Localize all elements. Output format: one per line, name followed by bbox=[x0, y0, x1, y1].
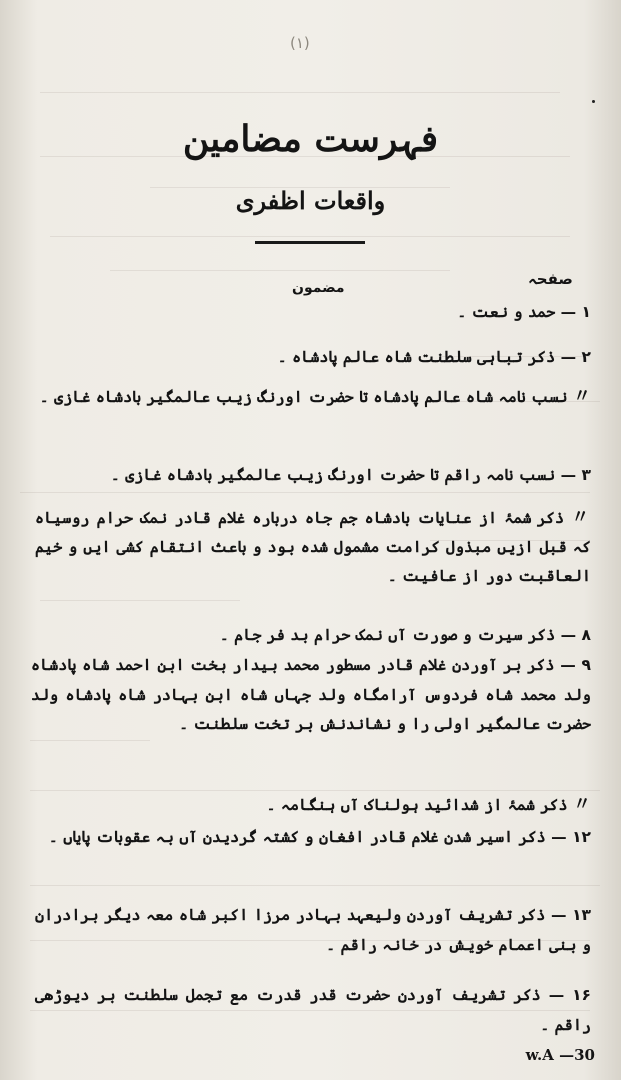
entry-number: ۲ — bbox=[560, 348, 591, 366]
page-subtitle: واقعات اظفری bbox=[235, 186, 386, 215]
entry-number: ۸ — bbox=[560, 626, 591, 644]
toc-entry bbox=[31, 342, 591, 372]
entry-text: حمد و نعت ۔ bbox=[457, 302, 556, 321]
ink-dot bbox=[592, 100, 595, 103]
toc-entry bbox=[35, 503, 591, 590]
toc-entry bbox=[35, 382, 591, 411]
column-header-topic: مضمون bbox=[292, 280, 345, 296]
entry-number: ۹ — bbox=[560, 656, 591, 674]
toc-entry bbox=[35, 822, 591, 852]
entry-text: ذکر اسیر شدن غلام قادر افغان و کشتہ گردیدن آں بہ عقوبات پایاں ۔ bbox=[48, 827, 546, 846]
entry-ditto-mark: 〃 bbox=[573, 386, 591, 407]
footer-code: w.A —30 bbox=[525, 1046, 595, 1064]
toc-entry bbox=[31, 790, 591, 819]
toc-entry bbox=[31, 650, 591, 738]
entry-number: ۱۲ — bbox=[551, 828, 591, 846]
toc-entry bbox=[31, 297, 591, 327]
entry-number: ۱ — bbox=[560, 303, 591, 321]
entry-text: ذکر تشریف آوردن ولیعہد بہادر مرزا اکبر شاہ معہ دیگر برادران و بنی اعمام خویش در خانہ راقم ۔ bbox=[35, 905, 591, 954]
entry-ditto-mark: 〃 bbox=[571, 507, 591, 528]
entry-number: ۱۶ — bbox=[548, 986, 592, 1004]
toc-entry bbox=[35, 900, 591, 959]
column-header-page: صفحہ bbox=[528, 270, 573, 288]
entry-number: ۱۳ — bbox=[550, 906, 591, 924]
page-number: (۱) bbox=[290, 34, 310, 52]
entry-number: ۳ — bbox=[560, 466, 591, 484]
entry-ditto-mark: 〃 bbox=[573, 794, 591, 815]
entry-text: نسب نامہ شاہ عالم پادشاہ تا حضرت اورنگ زیب عالمگیر بادشاہ غازی ۔ bbox=[39, 387, 568, 406]
entry-text: ذکر تشریف آوردن حضرت قدر قدرت مع تجمل سلطنت بر دیوڑھی راقم ۔ bbox=[35, 985, 591, 1034]
entry-text: ذکر شمۂ از شدائید ہولناک آں ہنگامہ ۔ bbox=[266, 795, 568, 814]
entry-text: ذکر تباہی سلطنت شاہ عالم پادشاہ ۔ bbox=[277, 347, 556, 366]
toc-entry bbox=[31, 620, 591, 650]
toc-entry bbox=[35, 460, 591, 490]
toc-entry bbox=[35, 980, 591, 1039]
page-title: فہرست مضامین bbox=[182, 118, 439, 160]
entry-text: ذکر بر آوردن غلام قادر مسطور محمد بیدار بخت ابن احمد شاہ پادشاہ ولد محمد شاہ فردوس آرامگاہ ولد جہاں شاہ ابن بہادر شاہ پادشاہ ولد حضرت عالمگیر اولی را و نشاندنش بر تخت سلطنت ۔ bbox=[31, 655, 591, 733]
entry-text: ذکر سیرت و صورت آں نمک حرام بد فر جام ۔ bbox=[219, 625, 556, 644]
entry-text: نسب نامہ راقم تا حضرت اورنگ زیب عالمگیر بادشاہ غازی ۔ bbox=[110, 465, 556, 484]
entry-text: ذکر شمۂ از عنایات بادشاہ جم جاہ درباره غلام قادر نمک حرام روسیاہ کہ قبل ازیں مبذول کرامت مشمول شدہ بود و باعث انتقام کشی ایں و خیم العاقبت دور از عافیت ۔ bbox=[35, 508, 591, 585]
title-rule bbox=[255, 241, 365, 244]
